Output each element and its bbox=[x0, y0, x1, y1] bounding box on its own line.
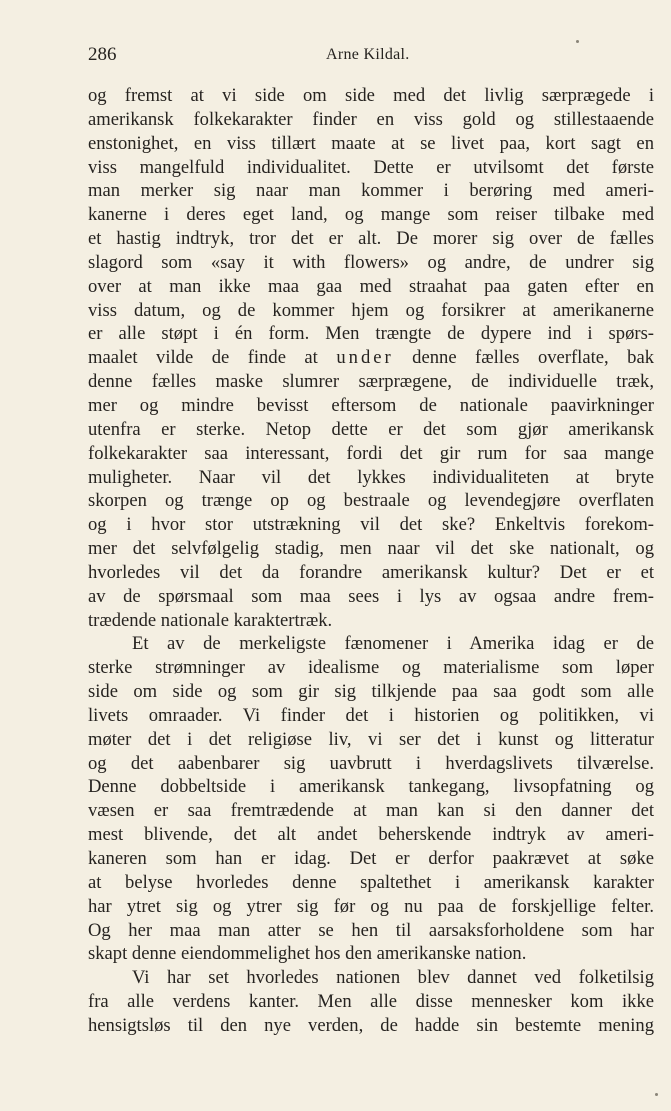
paper-speck bbox=[576, 40, 579, 43]
text-line: utenfra er sterke. Netop dette er det som gjør amerikansk bbox=[88, 418, 654, 440]
text-line: Vi har set hvorledes nationen blev dannet ved folketilsig bbox=[132, 967, 654, 989]
text-line: amerikansk folkekarakter finder en viss gold og stillestaaende bbox=[88, 108, 654, 130]
text-line: Og her maa man atter se hen til aarsaksforholdene som har bbox=[88, 919, 654, 941]
text-line: og i hvor stor utstrækning vil det ske? Enkeltvis forekom- bbox=[88, 514, 654, 536]
text-line: et hastig indtryk, tror det er alt. De morer sig over de fælles bbox=[88, 228, 654, 250]
text-line: hvorledes vil det da forandre amerikansk kultur? Det er et bbox=[88, 561, 654, 583]
text-line: viss datum, og de kommer hjem og forsikrer at amerikanerne bbox=[88, 299, 654, 321]
text-line: trædende nationale karaktertræk. bbox=[88, 609, 333, 631]
text-segment: denne fælles overflate, bak bbox=[393, 347, 655, 369]
text-line: møter det i det religiøse liv, vi ser det i kunst og litteratur bbox=[88, 728, 654, 750]
text-line: denne fælles maske slumrer særprægene, de individuelle træk, bbox=[88, 371, 654, 393]
text-line: kaneren som han er idag. Det er derfor paakrævet at søke bbox=[88, 848, 654, 869]
text-line: skapt denne eiendommelighet hos den amerikanske nation. bbox=[88, 943, 527, 965]
text-line: mer og mindre bevisst eftersom de nationale paavirkninger bbox=[88, 394, 654, 416]
text-line bbox=[88, 346, 654, 370]
text-line: fra alle verdens kanter. Men alle disse mennesker kom ikke bbox=[88, 991, 654, 1013]
text-line: mer det selvfølgelig stadig, men naar vil det ske nationalt, og bbox=[88, 538, 654, 560]
text-line: kanerne i deres eget land, og mange som reiser tilbake med bbox=[88, 204, 654, 226]
text-line: væsen er saa fremtrædende at man kan si den danner det bbox=[88, 800, 654, 822]
text-line: enstonighet, en viss tillært maate at se livet paa, kort sagt en bbox=[88, 132, 654, 154]
page-number: 286 bbox=[88, 44, 117, 65]
text-line: skorpen og trænge op og bestraale og levendegjøre overflaten bbox=[88, 490, 654, 512]
text-line: side om side og som gir sig tilkjende paa saa godt som alle bbox=[88, 681, 654, 703]
text-line: har ytret sig og ytrer sig før og nu paa de forskjellige felter. bbox=[88, 895, 654, 917]
text-line: Denne dobbeltside i amerikansk tankegang, livsopfatning og bbox=[88, 776, 654, 798]
paper-speck bbox=[655, 1093, 658, 1096]
emphasized-word: under bbox=[336, 347, 394, 369]
running-title: Arne Kildal. bbox=[326, 46, 410, 63]
text-line: mest blivende, det alt andet beherskende indtryk av ameri- bbox=[88, 824, 654, 846]
text-line: man merker sig naar man kommer i berøring med ameri- bbox=[88, 180, 654, 202]
text-line: livets omraader. Vi finder det i historien og politikken, vi bbox=[88, 704, 654, 726]
text-line: muligheter. Naar vil det lykkes individualiteten at bryte bbox=[88, 466, 654, 488]
text-line: er alle støpt i én form. Men trængte de dypere ind i spørs- bbox=[88, 323, 654, 345]
text-line: og det aabenbarer sig uavbrutt i hverdagslivets tilværelse. bbox=[88, 752, 654, 774]
running-head bbox=[88, 44, 654, 70]
text-line: at belyse hvorledes denne spaltethet i amerikansk karakter bbox=[88, 871, 654, 893]
text-line: slagord som «say it with flowers» og andre, de undrer sig bbox=[88, 251, 654, 273]
text-line: og fremst at vi side om side med det livlig særprægede i bbox=[88, 85, 654, 106]
text-segment: maalet vilde de finde at bbox=[88, 347, 337, 369]
text-line: folkekarakter saa interessant, fordi det gir rum for saa mange bbox=[88, 442, 654, 464]
text-line: av de spørsmaal som maa sees i lys av ogsaa andre frem- bbox=[88, 585, 654, 607]
text-line: over at man ikke maa gaa med straahat paa gaten efter en bbox=[88, 275, 654, 297]
text-line: sterke strømninger av idealisme og materialisme som løper bbox=[88, 657, 654, 679]
body-text bbox=[88, 84, 654, 1038]
text-line: hensigtsløs til den nye verden, de hadde sin bestemte mening bbox=[88, 1014, 654, 1036]
text-line: Et av de merkeligste fænomener i Amerika idag er de bbox=[132, 633, 654, 655]
text-line: viss mangelfuld individualitet. Dette er utvilsomt det første bbox=[88, 156, 654, 178]
